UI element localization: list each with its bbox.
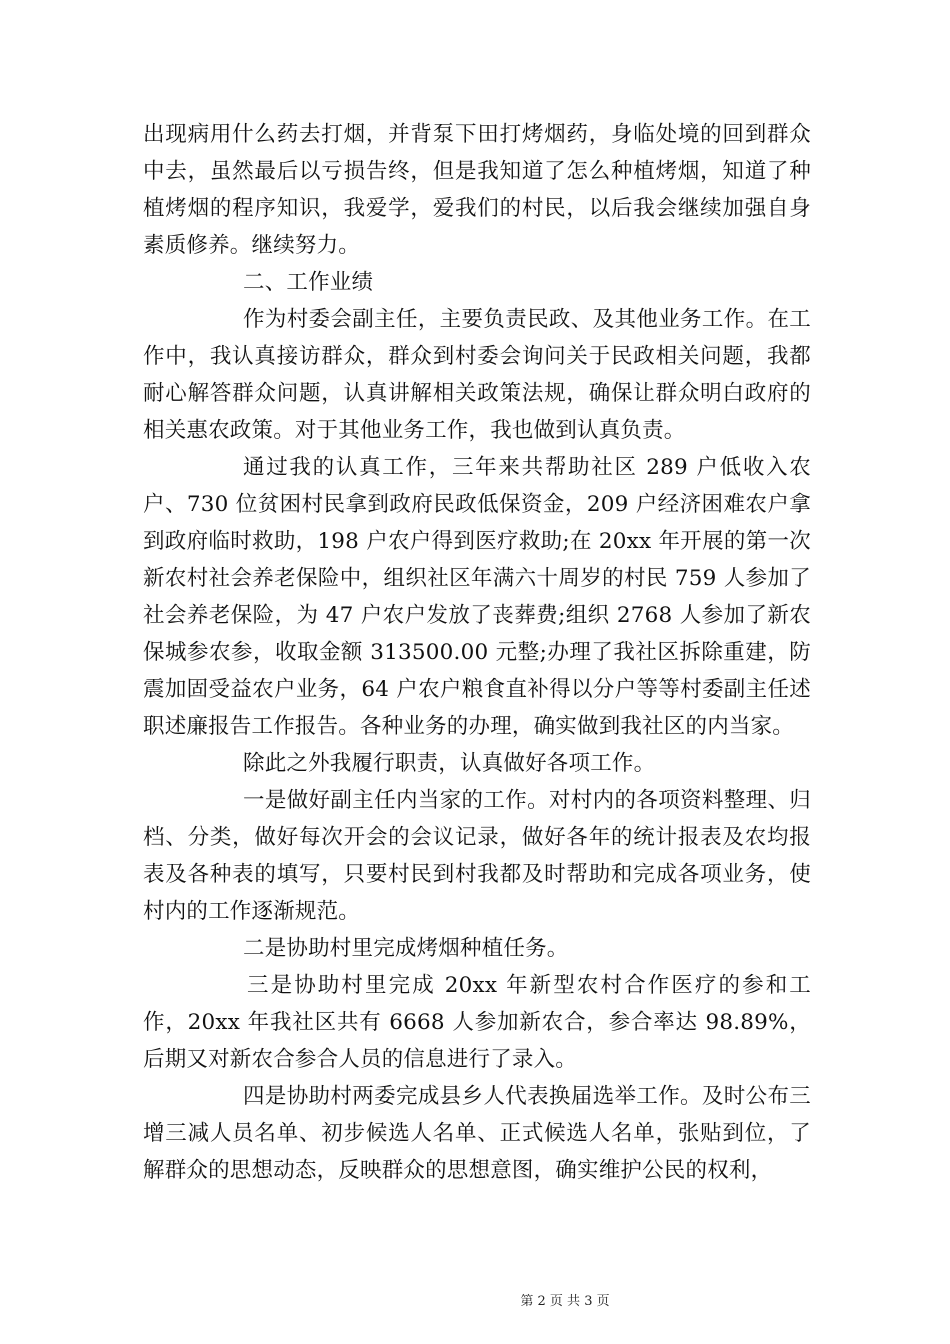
paragraph-item-three: 三是协助村里完成 20xx 年新型农村合作医疗的参和工作，20xx 年我社区共有 6668 人参加新农合，参合率达 98.89%，后期又对新农合参合人员的信息进行了录入。 <box>143 973 811 1072</box>
paragraph-achievements: 通过我的认真工作，三年来共帮助社区 289 户低收入农户、730 位贫困村民拿到政府民政低保资金，209 户经济困难农户拿到政府临时救助，198 户农户得到医疗救助;在 20xx 年开展的第一次新农村社会养老保险中，组织社区年满六十周岁的村民 759 人参加了社会养老保险，为 47 户农户发放了丧葬费;组织 2768 人参加了新农保城参农参，收取金额 313500.00 元整;办理了我社区拆除重建，防震加固受益农户业务，64 户农户粮食直补得以分户等等村委副主任述职述廉报告工作报告。各种业务的办理，确实做到我社区的内当家。 <box>143 455 811 739</box>
section-heading-work-performance: 二、工作业绩 <box>243 270 374 295</box>
paragraph-item-four: 四是协助村两委完成县乡人代表换届选举工作。及时公布三增三减人员名单、初步候选人名单、正式候选人名单，张贴到位，了解群众的思想动态，反映群众的思想意图，确实维护公民的权利， <box>143 1084 811 1183</box>
paragraph-item-two: 二是协助村里完成烤烟种植任务。 <box>243 936 569 961</box>
paragraph-other-duties: 除此之外我履行职责，认真做好各项工作。 <box>243 751 656 776</box>
document-body <box>143 116 811 1189</box>
paragraph-role-duties: 作为村委会副主任，主要负责民政、及其他业务工作。在工作中，我认真接访群众，群众到村委会询问关于民政相关问题，我都耐心解答群众问题，认真讲解相关政策法规，确保让群众明白政府的相关惠农政策。对于其他业务工作，我也做到认真负责。 <box>143 307 811 443</box>
page-number-footer: 第 2 页 共 3 页 <box>520 1294 610 1309</box>
paragraph-continuation: 出现病用什么药去打烟，并背泵下田打烤烟药，身临处境的回到群众中去，虽然最后以亏损告终，但是我知道了怎么种植烤烟，知道了种植烤烟的程序知识，我爱学，爱我们的村民，以后我会继续加强自身素质修养。继续努力。 <box>143 122 811 258</box>
paragraph-item-one: 一是做好副主任内当家的工作。对村内的各项资料整理、归档、分类，做好每次开会的会议记录，做好各年的统计报表及农均报表及各种表的填写，只要村民到村我都及时帮助和完成各项业务，使村内的工作逐渐规范。 <box>143 788 811 924</box>
